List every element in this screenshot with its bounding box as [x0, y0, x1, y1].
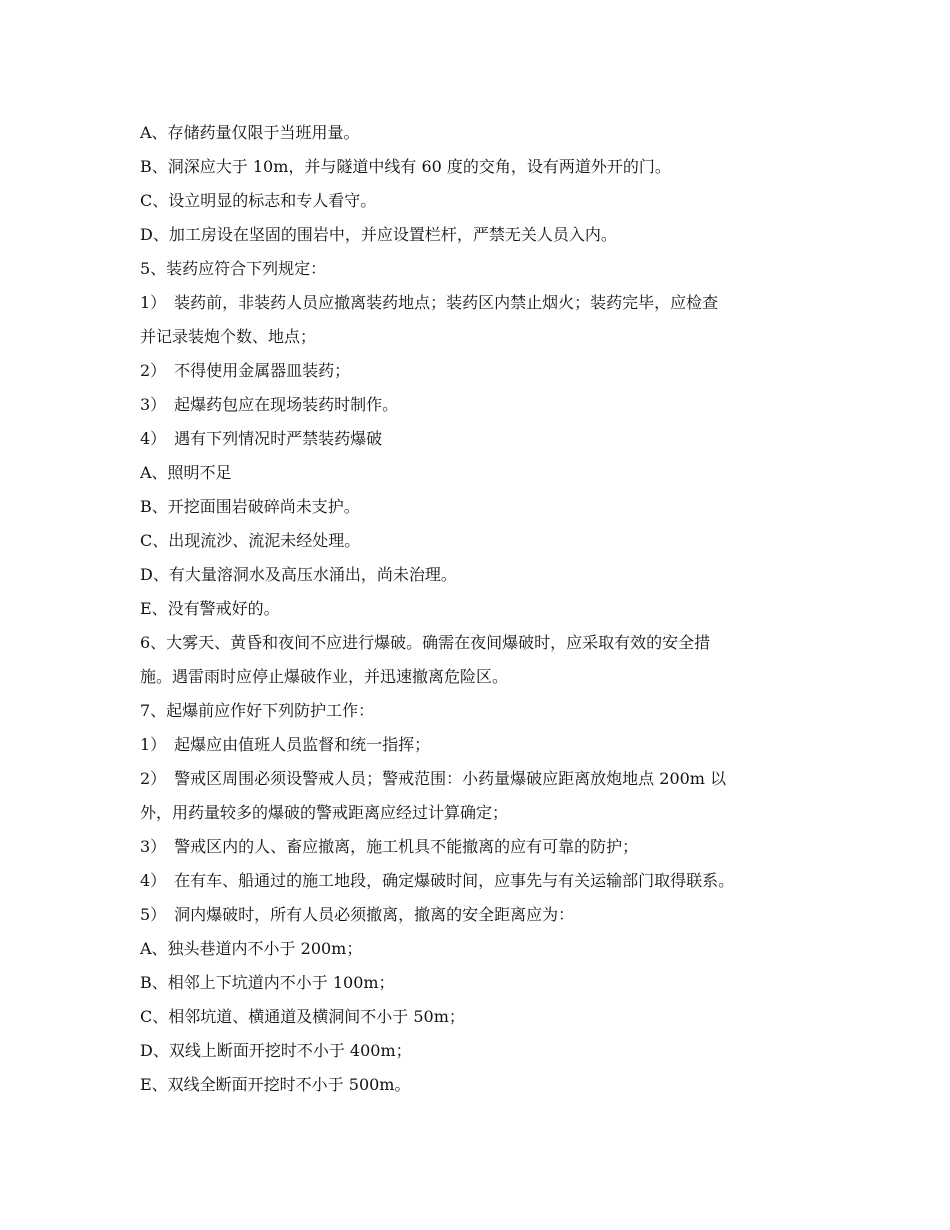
section-heading: 5、装药应符合下列规定：: [140, 259, 327, 278]
text-line: 2） 不得使用金属器皿装药；: [140, 361, 351, 380]
text-line: 1） 起爆应由值班人员监督和统一指挥；: [140, 735, 431, 754]
text-line: 施。遇雷雨时应停止爆破作业，并迅速撤离危险区。: [140, 667, 509, 686]
text-line: C、出现流沙、流泥未经处理。: [140, 531, 361, 550]
text-line: D、有大量溶洞水及高压水涌出，尚未治理。: [140, 565, 457, 584]
text-line: 外，用药量较多的爆破的警戒距离应经过计算确定；: [140, 803, 509, 822]
text-line: 5） 洞内爆破时，所有人员必须撤离，撤离的安全距离应为：: [140, 905, 575, 924]
text-line: A、照明不足: [140, 463, 232, 482]
text-line: B、开挖面围岩破碎尚未支护。: [140, 497, 360, 516]
text-line: A、存储药量仅限于当班用量。: [140, 123, 360, 142]
text-line: E、没有警戒好的。: [140, 599, 280, 618]
text-line: C、设立明显的标志和专人看守。: [140, 191, 377, 210]
text-line: 4） 在有车、船通过的施工地段，确定爆破时间，应事先与有关运输部门取得联系。: [140, 871, 735, 890]
text-line: 4） 遇有下列情况时严禁装药爆破: [140, 429, 383, 448]
section-heading: 7、起爆前应作好下列防护工作：: [140, 701, 375, 720]
text-line: D、双线上断面开挖时不小于 400m；: [140, 1041, 412, 1060]
text-line: 并记录装炮个数、地点；: [140, 327, 317, 346]
text-line: 1） 装药前，非装药人员应撤离装药地点；装药区内禁止烟火；装药完毕，应检查: [140, 293, 719, 312]
text-line: B、相邻上下坑道内不小于 100m；: [140, 973, 395, 992]
text-line: 3） 警戒区内的人、畜应撤离，施工机具不能撤离的应有可靠的防护；: [140, 837, 639, 856]
text-line: 3） 起爆药包应在现场装药时制作。: [140, 395, 399, 414]
text-line: 2） 警戒区周围必须设警戒人员；警戒范围：小药量爆破应距离放炮地点 200m 以: [140, 769, 727, 788]
text-line: D、加工房设在坚固的围岩中，并应设置栏杆，严禁无关人员入内。: [140, 225, 617, 244]
text-line: E、双线全断面开挖时不小于 500m。: [140, 1075, 411, 1094]
text-line: C、相邻坑道、横通道及横洞间不小于 50m；: [140, 1007, 465, 1026]
section-heading: 6、大雾天、黄昏和夜间不应进行爆破。确需在夜间爆破时，应采取有效的安全措: [140, 633, 711, 652]
text-line: A、独头巷道内不小于 200m；: [140, 939, 363, 958]
document-body: [140, 116, 820, 1102]
text-line: B、洞深应大于 10m，并与隧道中线有 60 度的交角，设有两道外开的门。: [140, 157, 671, 176]
